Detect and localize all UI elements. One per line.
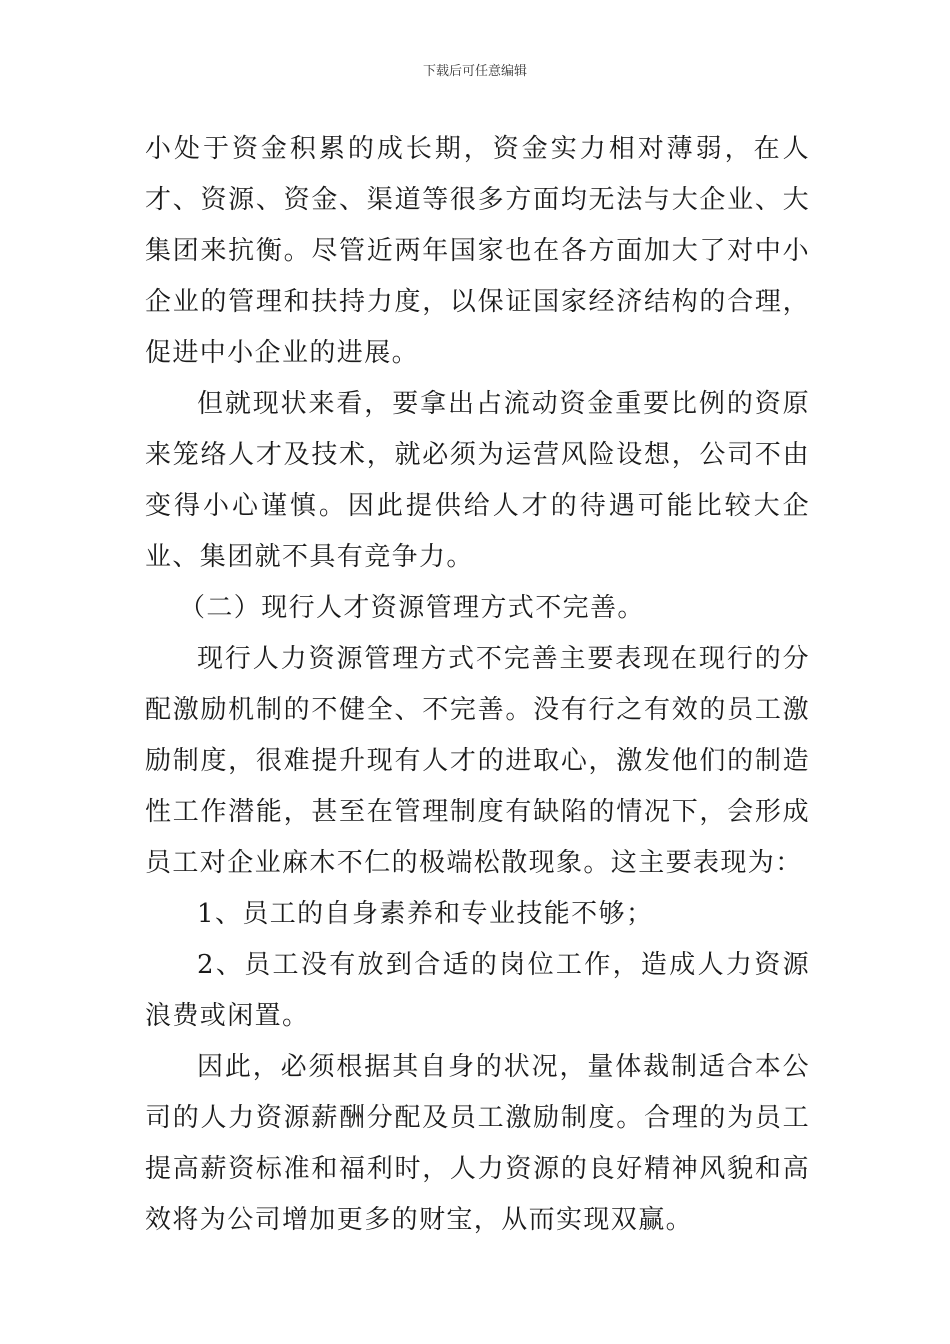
list-item: 2、员工没有放到合适的岗位工作，造成人力资源浪费或闲置。 (145, 950, 810, 1031)
paragraph: 现行人力资源管理方式不完善主要表现在现行的分配激励机制的不健全、不完善。没有行之有效的员工激励制度，很难提升现有人才的进取心，激发他们的制造性工作潜能，甚至在管理制度有缺陷的情况下，会形成员工对企业麻木不仁的极端松散现象。这主要表现为： (145, 644, 810, 878)
paragraph: 因此，必须根据其自身的状况，量体裁制适合本公司的人力资源薪酬分配及员工激励制度。合理的为员工提高薪资标准和福利时，人力资源的良好精神风貌和高效将为公司增加更多的财宝，从而实现双赢。 (145, 1052, 810, 1235)
document-body (145, 124, 810, 1246)
section-heading: （二）现行人才资源管理方式不完善。 (179, 593, 645, 623)
page-header: 下载后可任意编辑 (422, 64, 527, 79)
paragraph-continuation: 小处于资金积累的成长期，资金实力相对薄弱，在人才、资源、资金、渠道等很多方面均无法与大企业、大集团来抗衡。尽管近两年国家也在各方面加大了对中小企业的管理和扶持力度，以保证国家经济结构的合理，促进中小企业的进展。 (145, 134, 810, 368)
list-item: 1、员工的自身素养和专业技能不够； (197, 899, 654, 929)
paragraph: 但就现状来看，要拿出占流动资金重要比例的资原来笼络人才及技术，就必须为运营风险设想，公司不由变得小心谨慎。因此提供给人才的待遇可能比较大企业、集团就不具有竞争力。 (145, 389, 810, 572)
